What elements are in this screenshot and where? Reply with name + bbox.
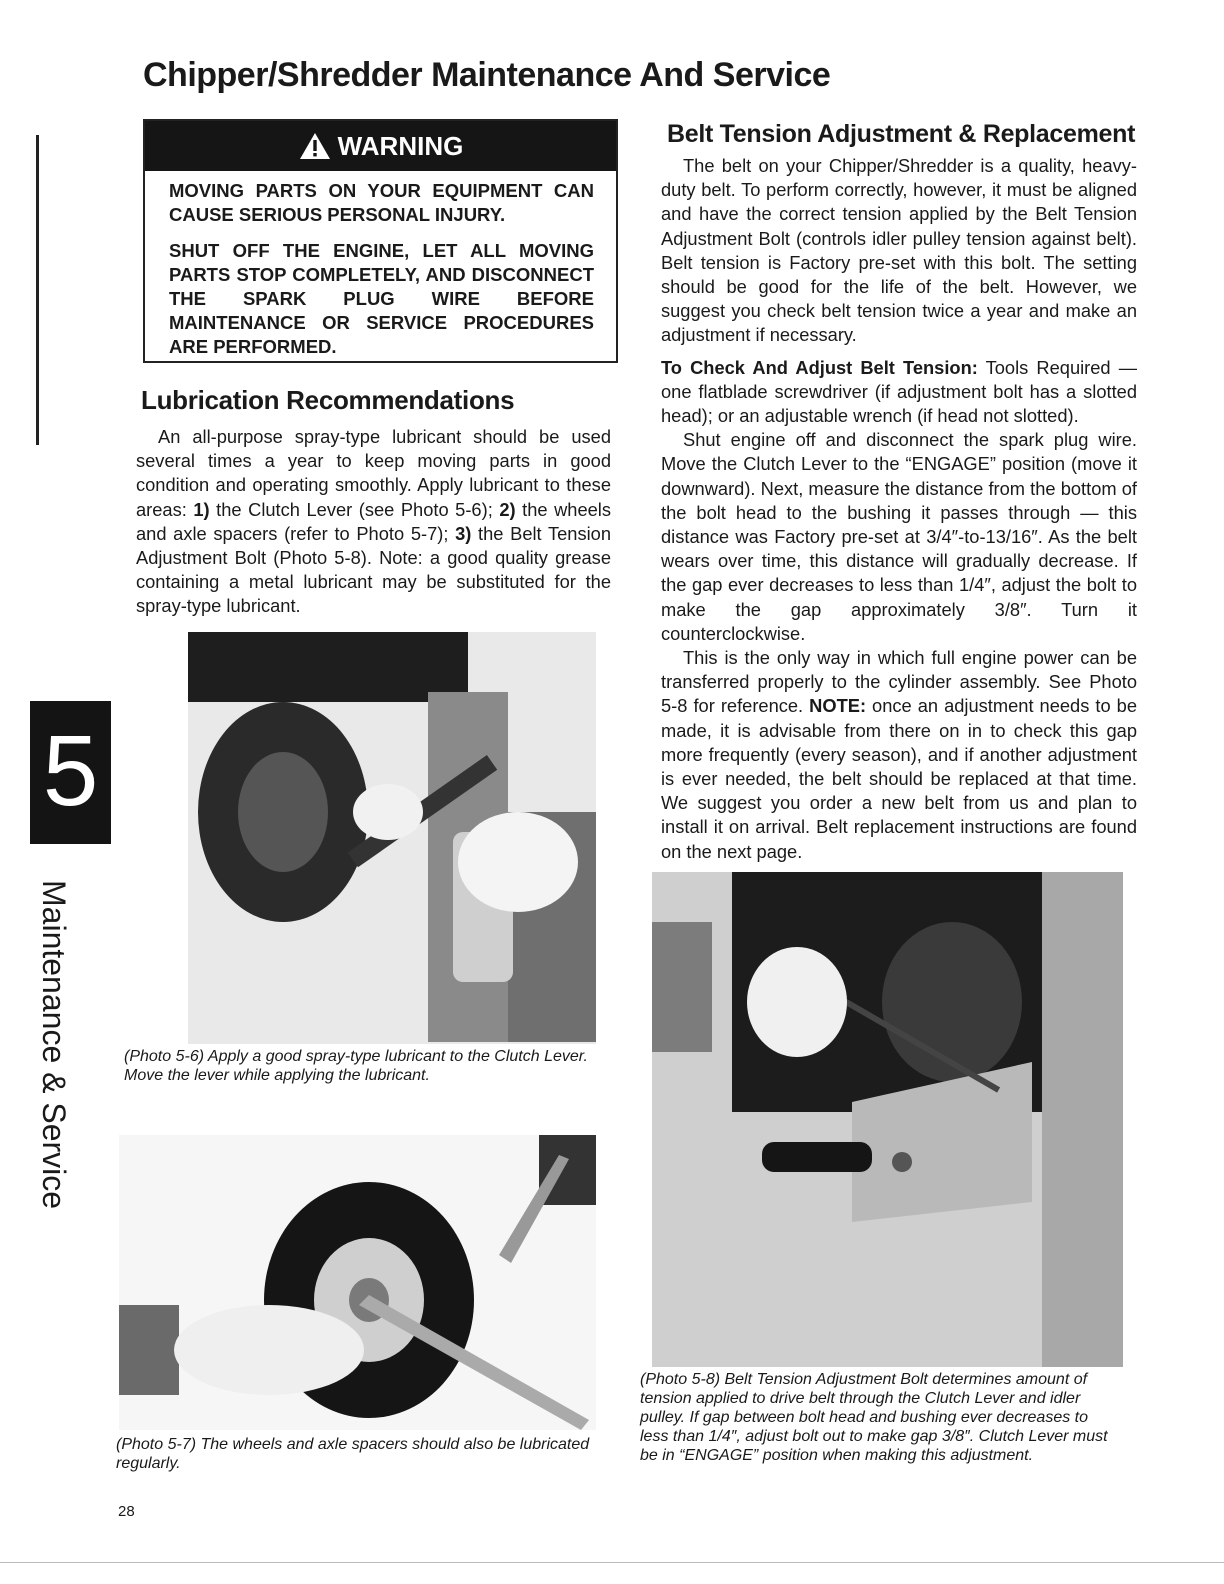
bottom-rule <box>0 1562 1224 1563</box>
photo-5-7-image <box>119 1135 596 1430</box>
warning-header <box>145 121 616 171</box>
belt-paragraph-3: Shut engine off and disconnect the spark plug wire. Move the Clutch Lever to the “ENGAGE” position (move it downward). Next, measure the distance from the bottom of the bolt head to the bushing it passes through — this distance was Factory pre-set at 3/4″-to-13/16″. As the belt wears over time, this distance will gradually decrease. If the gap ever decreases to less than 1/4″, adjust the bolt to make the gap approximately 3/8″. Turn it counterclockwise. <box>661 429 1137 644</box>
belt-paragraph-1: The belt on your Chipper/Shredder is a quality, heavy-duty belt. To perform correctly, however, it must be aligned and have the correct tension applied by the Belt Tension Adjustment Bolt (controls idler pulley tension against belt). Belt tension is Factory pre-set with this bolt. The setting should be good for the life of the belt. However, we suggest you check belt tension twice a year and make an adjustment if necessary. <box>661 155 1137 346</box>
warning-text-1: MOVING PARTS ON YOUR EQUIPMENT CAN CAUSE SERIOUS PERSONAL INJURY. <box>169 180 594 225</box>
belt-text <box>661 154 1137 864</box>
page-title: Chipper/Shredder Maintenance And Service <box>143 56 831 94</box>
chapter-tab: 5 <box>30 701 111 844</box>
warning-title: WARNING <box>337 130 464 161</box>
belt-heading: Belt Tension Adjustment & Replacement <box>667 120 1136 148</box>
binding-line <box>36 135 39 445</box>
photo-5-6-image <box>188 632 596 1044</box>
photo-5-8 <box>652 872 1123 1367</box>
warning-box <box>143 119 618 363</box>
lubrication-heading: Lubrication Recommendations <box>141 385 515 415</box>
page-number: 28 <box>118 1503 135 1520</box>
warning-triangle-icon <box>298 131 332 161</box>
photo-5-6 <box>188 632 596 1044</box>
lubrication-paragraph: An all-purpose spray-type lubricant should be used several times a year to keep moving parts in good condition and operating smoothly. Apply lubricant to these areas: 1) the Clutch Lever (see Photo 5-6); 2) the wheels and axle spacers (refer to Photo 5-7); 3) the Belt Tension Adjustment Bolt (Photo 5-8). Note: a good quality grease containing a metal lubricant may be substituted for the spray-type lubricant. <box>136 426 611 617</box>
photo-5-8-caption: (Photo 5-8) Belt Tension Adjustment Bolt determines amount of tension applied to drive belt through the Clutch Lever and idler pulley. If gap between bolt head and bushing ever decreases to less than 1/4″, adjust bolt out to make gap 3/8″. Clutch Lever must be in “ENGAGE” position when making this adjustment. <box>640 1371 1108 1464</box>
lubrication-text <box>136 425 611 619</box>
photo-5-7-caption: (Photo 5-7) The wheels and axle spacers should also be lubricated regularly. <box>116 1436 590 1472</box>
belt-paragraph-4: This is the only way in which full engine power can be transferred properly to the cylinder assembly. See Photo 5-8 for reference. NOTE: once an adjustment needs to be made, it is advisable from there on in to check this gap more frequently (every season), and if another adjustment is ever needed, the belt should be replaced at that time. We suggest you order a new belt from us and plan to install it on arrival. Belt replacement instructions are found on the next page. <box>661 647 1137 862</box>
chapter-side-label: Maintenance & Service <box>36 880 72 1210</box>
photo-5-8-image <box>652 872 1123 1367</box>
photo-5-6-caption: (Photo 5-6) Apply a good spray-type lubricant to the Clutch Lever. Move the lever while applying the lubricant. <box>124 1048 588 1084</box>
photo-5-7 <box>119 1135 596 1430</box>
warning-text-2: SHUT OFF THE ENGINE, LET ALL MOVING PARTS STOP COMPLETELY, AND DISCONNECT THE SPARK PLUG WIRE BEFORE MAINTENANCE OR SERVICE PROCEDURES ARE PERFORMED. <box>169 240 594 357</box>
warning-body <box>145 171 616 359</box>
belt-paragraph-2: To Check And Adjust Belt Tension: Tools Required — one flatblade screwdriver (if adjustment bolt has a slotted head); or an adjustable wrench (if head not slotted). <box>661 356 1137 427</box>
